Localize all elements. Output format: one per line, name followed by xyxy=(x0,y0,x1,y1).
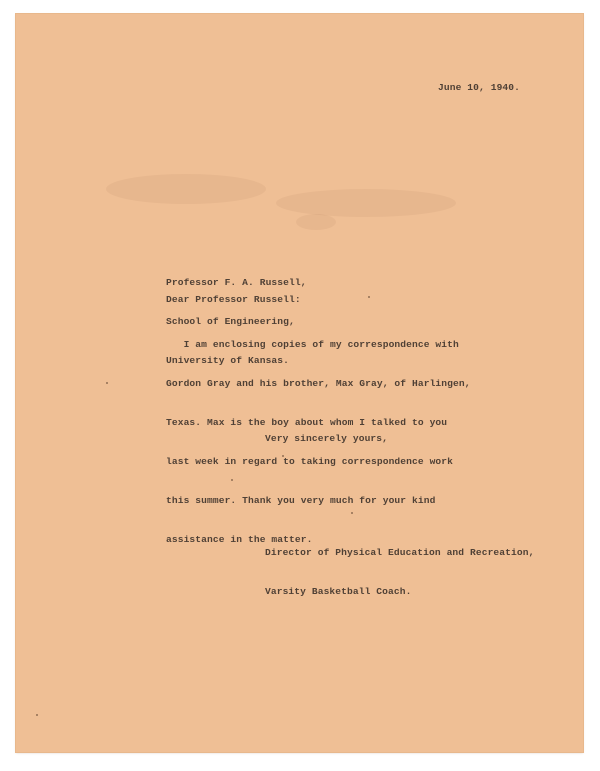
address-line: University of Kansas. xyxy=(166,355,290,366)
complimentary-close: Very sincerely yours, xyxy=(265,433,389,444)
signature-line: Director of Physical Education and Recreation, xyxy=(265,547,535,558)
letter-date: June 10, 1940. xyxy=(438,82,521,93)
letter-page xyxy=(16,14,583,752)
paper-stain xyxy=(296,214,336,230)
body-line: last week in regard to taking correspondence work xyxy=(166,456,454,467)
body-line: Texas. Max is the boy about whom I talked to you xyxy=(166,417,448,428)
body-line: assistance in the matter. xyxy=(166,534,313,545)
body-line: Gordon Gray and his brother, Max Gray, of Harlingen, xyxy=(166,378,471,389)
signature-block xyxy=(265,520,534,624)
salutation: Dear Professor Russell: xyxy=(166,294,301,305)
paper-stain xyxy=(106,174,266,204)
paper-speck xyxy=(36,714,38,716)
paper-speck xyxy=(106,382,108,384)
paper-speck xyxy=(368,296,370,298)
body-line: I am enclosing copies of my correspondence with xyxy=(166,339,459,350)
address-line: Professor F. A. Russell, xyxy=(166,277,307,288)
paper-stain xyxy=(276,189,456,217)
body-line: this summer. Thank you very much for your kind xyxy=(166,495,436,506)
signature-line: Varsity Basketball Coach. xyxy=(265,586,412,597)
address-line: School of Engineering, xyxy=(166,316,295,327)
